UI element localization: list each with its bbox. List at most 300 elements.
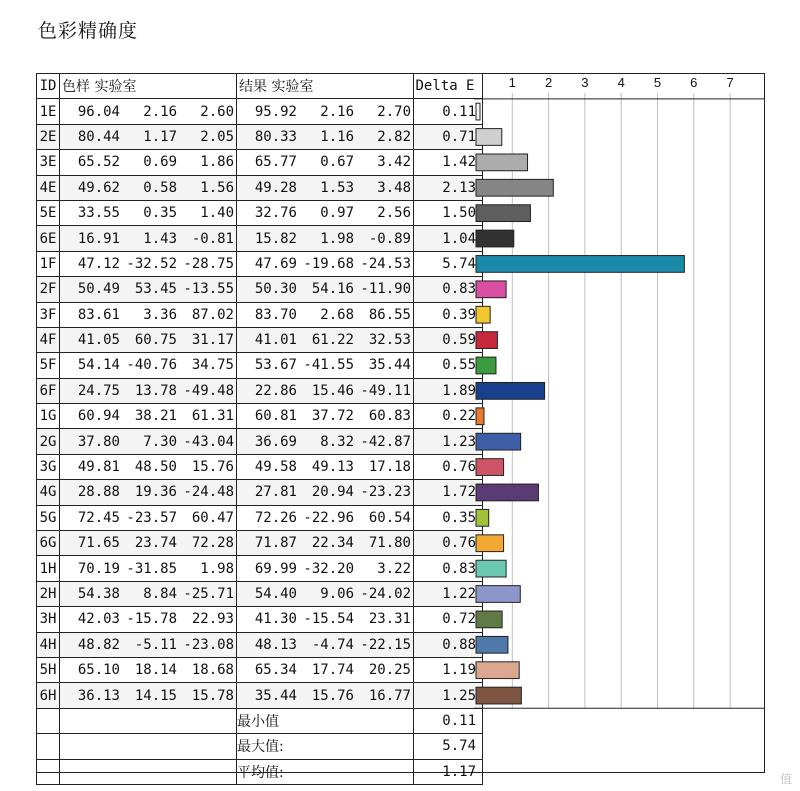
a-value: 7.30: [143, 433, 177, 450]
result-lab-values: [237, 556, 414, 581]
table-row: [37, 99, 483, 124]
delta-e-bar-chart: [474, 73, 765, 773]
stat-label: 平均值:: [237, 759, 414, 784]
a-value: 14.15: [134, 687, 177, 704]
a-value: -22.96: [303, 509, 354, 526]
row-id: 3F: [37, 302, 60, 327]
table-row: [37, 480, 483, 505]
result-lab-values: [237, 327, 414, 352]
l-value: 36.13: [77, 687, 120, 704]
x-tick-label: 2: [544, 75, 553, 90]
delta-e-value: 1.72: [414, 480, 483, 505]
b-value: -24.48: [183, 484, 234, 501]
header-delta-e: Delta E: [414, 74, 483, 99]
l-value: 36.69: [254, 433, 297, 450]
sample-lab-values: [60, 657, 237, 682]
table-row: [37, 200, 483, 225]
l-value: 54.40: [254, 586, 297, 602]
row-id: 5H: [37, 657, 60, 682]
a-value: -15.78: [126, 611, 177, 628]
l-value: 27.81: [254, 484, 297, 501]
delta-e-value: 0.59: [414, 327, 483, 352]
delta-e-value: 0.71: [414, 124, 483, 149]
b-value: 1.98: [200, 560, 234, 577]
l-value: 24.75: [77, 382, 120, 399]
b-value: 16.77: [368, 687, 411, 704]
l-value: 65.77: [254, 154, 297, 171]
sample-lab-values: [60, 124, 237, 149]
l-value: 47.12: [77, 255, 120, 272]
row-id: 1G: [37, 404, 60, 429]
a-value: 19.36: [134, 484, 177, 501]
b-value: -11.90: [360, 281, 411, 298]
header-sample-lab: 色样 实验室: [60, 74, 237, 99]
b-value: -24.02: [360, 586, 411, 602]
result-lab-values: [237, 581, 414, 606]
b-value: 17.18: [368, 459, 411, 476]
row-id: 5F: [37, 353, 60, 378]
x-axis-ticks: [474, 73, 765, 97]
a-value: 49.13: [311, 459, 354, 476]
sample-lab-values: [60, 251, 237, 276]
a-value: 1.16: [320, 128, 354, 145]
table-row: [37, 657, 483, 682]
b-value: 1.56: [200, 179, 234, 196]
bar-6E: [476, 230, 514, 247]
a-value: 15.46: [311, 382, 354, 399]
a-value: 2.68: [320, 306, 354, 323]
result-lab-values: [237, 99, 414, 124]
bar-2H: [476, 586, 520, 603]
x-tick-label: 5: [653, 75, 662, 90]
row-id: 1F: [37, 251, 60, 276]
delta-e-value: 1.89: [414, 378, 483, 403]
bar-5E: [476, 205, 530, 222]
x-tick-label: 1: [508, 75, 516, 90]
a-value: 17.74: [311, 662, 354, 679]
result-lab-values: [237, 226, 414, 251]
x-tick-label: 3: [581, 75, 589, 90]
a-value: 54.16: [311, 281, 354, 298]
sample-lab-values: [60, 99, 237, 124]
header-result-lab: 结果 实验室: [237, 74, 414, 99]
row-id: 3G: [37, 454, 60, 479]
a-value: 0.97: [320, 205, 354, 222]
b-value: -49.48: [183, 382, 234, 399]
l-value: 47.69: [254, 255, 297, 272]
a-value: 0.35: [143, 205, 177, 222]
l-value: 33.55: [77, 205, 120, 222]
delta-e-value: 1.50: [414, 200, 483, 225]
l-value: 49.28: [254, 179, 297, 196]
b-value: -42.87: [360, 433, 411, 450]
row-id: 1H: [37, 556, 60, 581]
l-value: 48.82: [77, 636, 120, 653]
l-value: 60.94: [77, 408, 120, 425]
a-value: -5.11: [134, 636, 177, 653]
b-value: -25.71: [183, 586, 234, 602]
b-value: 87.02: [191, 306, 234, 323]
result-lab-values: [237, 251, 414, 276]
row-id: 5E: [37, 200, 60, 225]
a-value: 1.53: [320, 179, 354, 196]
b-value: 3.42: [377, 154, 411, 171]
stat-label: 最小值: [237, 708, 414, 733]
table-row: [37, 302, 483, 327]
a-value: 0.58: [143, 179, 177, 196]
a-value: 20.94: [311, 484, 354, 501]
b-value: -13.55: [183, 281, 234, 298]
bar-4F: [476, 332, 497, 349]
b-value: 35.44: [368, 357, 411, 374]
stat-row: [37, 708, 483, 733]
row-id: 2F: [37, 277, 60, 302]
l-value: 22.86: [254, 382, 297, 399]
table-row: [37, 378, 483, 403]
table-row: [37, 454, 483, 479]
a-value: 61.22: [311, 332, 354, 349]
a-value: 2.16: [320, 103, 354, 120]
l-value: 50.30: [254, 281, 297, 298]
delta-e-value: 1.25: [414, 683, 483, 708]
sample-lab-values: [60, 378, 237, 403]
table-row: [37, 404, 483, 429]
result-lab-values: [237, 632, 414, 657]
b-value: 61.31: [191, 408, 234, 425]
l-value: 70.19: [77, 560, 120, 577]
sample-lab-values: [60, 226, 237, 251]
table-header-row: [37, 74, 483, 99]
b-value: 3.22: [377, 560, 411, 577]
b-value: 23.31: [368, 611, 411, 628]
delta-e-value: 1.04: [414, 226, 483, 251]
l-value: 41.01: [254, 332, 297, 349]
bar-6H: [476, 687, 521, 704]
bar-4G: [476, 484, 538, 501]
delta-e-value: 0.76: [414, 454, 483, 479]
table-row: [37, 150, 483, 175]
a-value: 18.14: [134, 662, 177, 679]
b-value: -23.23: [360, 484, 411, 501]
header-id: ID: [37, 74, 60, 99]
sample-lab-values: [60, 581, 237, 606]
a-value: 9.06: [320, 586, 354, 602]
result-lab-values: [237, 480, 414, 505]
stat-label: 最大值:: [237, 734, 414, 759]
table-row: [37, 632, 483, 657]
bar-5H: [476, 662, 519, 679]
result-lab-values: [237, 607, 414, 632]
stat-value: 1.17: [414, 759, 483, 784]
table-row: [37, 277, 483, 302]
bar-6G: [476, 535, 504, 552]
stat-value: 5.74: [414, 734, 483, 759]
bar-4E: [476, 179, 553, 196]
stat-row: [37, 759, 483, 784]
l-value: 80.33: [254, 128, 297, 145]
l-value: 16.91: [77, 230, 120, 247]
a-value: 38.21: [134, 408, 177, 425]
delta-e-value: 0.88: [414, 632, 483, 657]
sample-lab-values: [60, 150, 237, 175]
table-row: [37, 429, 483, 454]
b-value: 20.25: [368, 662, 411, 679]
delta-e-value: 2.13: [414, 175, 483, 200]
row-id: 6F: [37, 378, 60, 403]
b-value: 32.53: [368, 332, 411, 349]
l-value: 41.30: [254, 611, 297, 628]
b-value: -22.15: [360, 636, 411, 653]
delta-e-value: 0.39: [414, 302, 483, 327]
row-id: 4E: [37, 175, 60, 200]
bar-2G: [476, 433, 521, 450]
a-value: 53.45: [134, 281, 177, 298]
row-id: 2E: [37, 124, 60, 149]
a-value: 37.72: [311, 408, 354, 425]
a-value: -41.55: [303, 357, 354, 374]
row-id: 6E: [37, 226, 60, 251]
b-value: 2.82: [377, 128, 411, 145]
result-lab-values: [237, 454, 414, 479]
l-value: 65.52: [77, 154, 120, 171]
sample-lab-values: [60, 353, 237, 378]
stat-row: [37, 734, 483, 759]
delta-e-value: 0.83: [414, 277, 483, 302]
b-value: 2.60: [200, 103, 234, 120]
a-value: -15.54: [303, 611, 354, 628]
row-id: 1E: [37, 99, 60, 124]
b-value: 60.47: [191, 509, 234, 526]
bar-6F: [476, 383, 545, 400]
result-lab-values: [237, 404, 414, 429]
l-value: 49.62: [77, 179, 120, 196]
l-value: 53.67: [254, 357, 297, 374]
sample-lab-values: [60, 531, 237, 556]
result-lab-values: [237, 150, 414, 175]
l-value: 42.03: [77, 611, 120, 628]
delta-e-value: 0.11: [414, 99, 483, 124]
a-value: 15.76: [311, 687, 354, 704]
l-value: 54.38: [77, 586, 120, 602]
bar-1H: [476, 560, 506, 577]
sample-lab-values: [60, 277, 237, 302]
sample-lab-values: [60, 607, 237, 632]
delta-e-value: 1.42: [414, 150, 483, 175]
row-id: 2G: [37, 429, 60, 454]
table-row: [37, 581, 483, 606]
result-lab-values: [237, 277, 414, 302]
a-value: -40.76: [126, 357, 177, 374]
b-value: -28.75: [183, 255, 234, 272]
a-value: -4.74: [311, 636, 354, 653]
a-value: 0.69: [143, 154, 177, 171]
b-value: 86.55: [368, 306, 411, 323]
l-value: 48.13: [254, 636, 297, 653]
result-lab-values: [237, 531, 414, 556]
b-value: 1.40: [200, 205, 234, 222]
b-value: 18.68: [191, 662, 234, 679]
bar-1E: [476, 103, 480, 120]
b-value: 2.56: [377, 205, 411, 222]
a-value: 1.17: [143, 128, 177, 145]
table-row: [37, 683, 483, 708]
l-value: 72.45: [77, 509, 120, 526]
bar-5F: [476, 357, 496, 374]
table-row: [37, 556, 483, 581]
b-value: 15.76: [191, 459, 234, 476]
bar-1G: [476, 408, 484, 425]
l-value: 32.76: [254, 205, 297, 222]
b-value: 60.54: [368, 509, 411, 526]
b-value: -49.11: [360, 382, 411, 399]
result-lab-values: [237, 657, 414, 682]
result-lab-values: [237, 302, 414, 327]
row-id: 6G: [37, 531, 60, 556]
table-row: [37, 251, 483, 276]
bar-3E: [476, 154, 528, 171]
a-value: 22.34: [311, 535, 354, 552]
delta-e-value: 0.76: [414, 531, 483, 556]
x-tick-label: 7: [726, 75, 734, 90]
row-id: 4G: [37, 480, 60, 505]
b-value: 22.93: [191, 611, 234, 628]
table-row: [37, 531, 483, 556]
sample-lab-values: [60, 454, 237, 479]
sample-lab-values: [60, 556, 237, 581]
a-value: 8.32: [320, 433, 354, 450]
result-lab-values: [237, 124, 414, 149]
row-id: 5G: [37, 505, 60, 530]
b-value: 31.17: [191, 332, 234, 349]
a-value: -32.20: [303, 560, 354, 577]
row-id: 2H: [37, 581, 60, 606]
l-value: 80.44: [77, 128, 120, 145]
delta-e-value: 0.83: [414, 556, 483, 581]
row-id: 4H: [37, 632, 60, 657]
l-value: 41.05: [77, 332, 120, 349]
table-row: [37, 505, 483, 530]
a-value: 1.43: [143, 230, 177, 247]
result-lab-values: [237, 683, 414, 708]
l-value: 49.58: [254, 459, 297, 476]
b-value: -43.04: [183, 433, 234, 450]
bar-1F: [476, 256, 684, 273]
b-value: 15.78: [191, 687, 234, 704]
l-value: 96.04: [77, 103, 120, 120]
a-value: 0.67: [320, 154, 354, 171]
l-value: 65.10: [77, 662, 120, 679]
b-value: 71.80: [368, 535, 411, 552]
sample-lab-values: [60, 480, 237, 505]
b-value: -24.53: [360, 255, 411, 272]
a-value: -31.85: [126, 560, 177, 577]
a-value: 1.98: [320, 230, 354, 247]
row-id: 6H: [37, 683, 60, 708]
color-accuracy-table: [36, 73, 483, 785]
l-value: 37.80: [77, 433, 120, 450]
l-value: 15.82: [254, 230, 297, 247]
l-value: 60.81: [254, 408, 297, 425]
bar-3H: [476, 611, 502, 628]
x-tick-label: 6: [690, 75, 698, 90]
a-value: 3.36: [143, 306, 177, 323]
sample-lab-values: [60, 327, 237, 352]
table-row: [37, 124, 483, 149]
l-value: 69.99: [254, 560, 297, 577]
b-value: 60.83: [368, 408, 411, 425]
result-lab-values: [237, 200, 414, 225]
delta-e-value: 1.23: [414, 429, 483, 454]
l-value: 83.61: [77, 306, 120, 323]
a-value: 13.78: [134, 382, 177, 399]
l-value: 54.14: [77, 357, 120, 374]
delta-e-value: 0.55: [414, 353, 483, 378]
sample-lab-values: [60, 505, 237, 530]
a-value: 8.84: [143, 586, 177, 602]
x-tick-label: 4: [617, 75, 625, 90]
sample-lab-values: [60, 632, 237, 657]
delta-e-value: 0.22: [414, 404, 483, 429]
page-title: 色彩精确度: [38, 20, 139, 42]
sample-lab-values: [60, 200, 237, 225]
b-value: 72.28: [191, 535, 234, 552]
l-value: 50.49: [77, 281, 120, 298]
l-value: 95.92: [254, 103, 297, 120]
bar-3F: [476, 306, 490, 323]
delta-e-value: 5.74: [414, 251, 483, 276]
row-id: 3H: [37, 607, 60, 632]
bar-3G: [476, 459, 504, 476]
a-value: 60.75: [134, 332, 177, 349]
result-lab-values: [237, 429, 414, 454]
result-lab-values: [237, 353, 414, 378]
sample-lab-values: [60, 683, 237, 708]
delta-e-value: 1.22: [414, 581, 483, 606]
sample-lab-values: [60, 404, 237, 429]
sample-lab-values: [60, 175, 237, 200]
table-row: [37, 327, 483, 352]
l-value: 71.65: [77, 535, 120, 552]
a-value: 48.50: [134, 459, 177, 476]
bar-5G: [476, 509, 489, 526]
b-value: -0.81: [191, 230, 234, 247]
delta-e-value: 0.35: [414, 505, 483, 530]
table-row: [37, 353, 483, 378]
l-value: 72.26: [254, 509, 297, 526]
b-value: 34.75: [191, 357, 234, 374]
b-value: -23.08: [183, 636, 234, 653]
result-lab-values: [237, 505, 414, 530]
bar-4H: [476, 636, 508, 653]
l-value: 71.87: [254, 535, 297, 552]
b-value: 3.48: [377, 179, 411, 196]
stat-value: 0.11: [414, 708, 483, 733]
l-value: 65.34: [254, 662, 297, 679]
l-value: 49.81: [77, 459, 120, 476]
b-value: 2.70: [377, 103, 411, 120]
table-row: [37, 175, 483, 200]
b-value: 2.05: [200, 128, 234, 145]
l-value: 83.70: [254, 306, 297, 323]
l-value: 35.44: [254, 687, 297, 704]
b-value: 1.86: [200, 154, 234, 171]
l-value: 28.88: [77, 484, 120, 501]
watermark: 值: [779, 772, 792, 786]
result-lab-values: [237, 175, 414, 200]
b-value: -0.89: [368, 230, 411, 247]
row-id: 4F: [37, 327, 60, 352]
a-value: -23.57: [126, 509, 177, 526]
